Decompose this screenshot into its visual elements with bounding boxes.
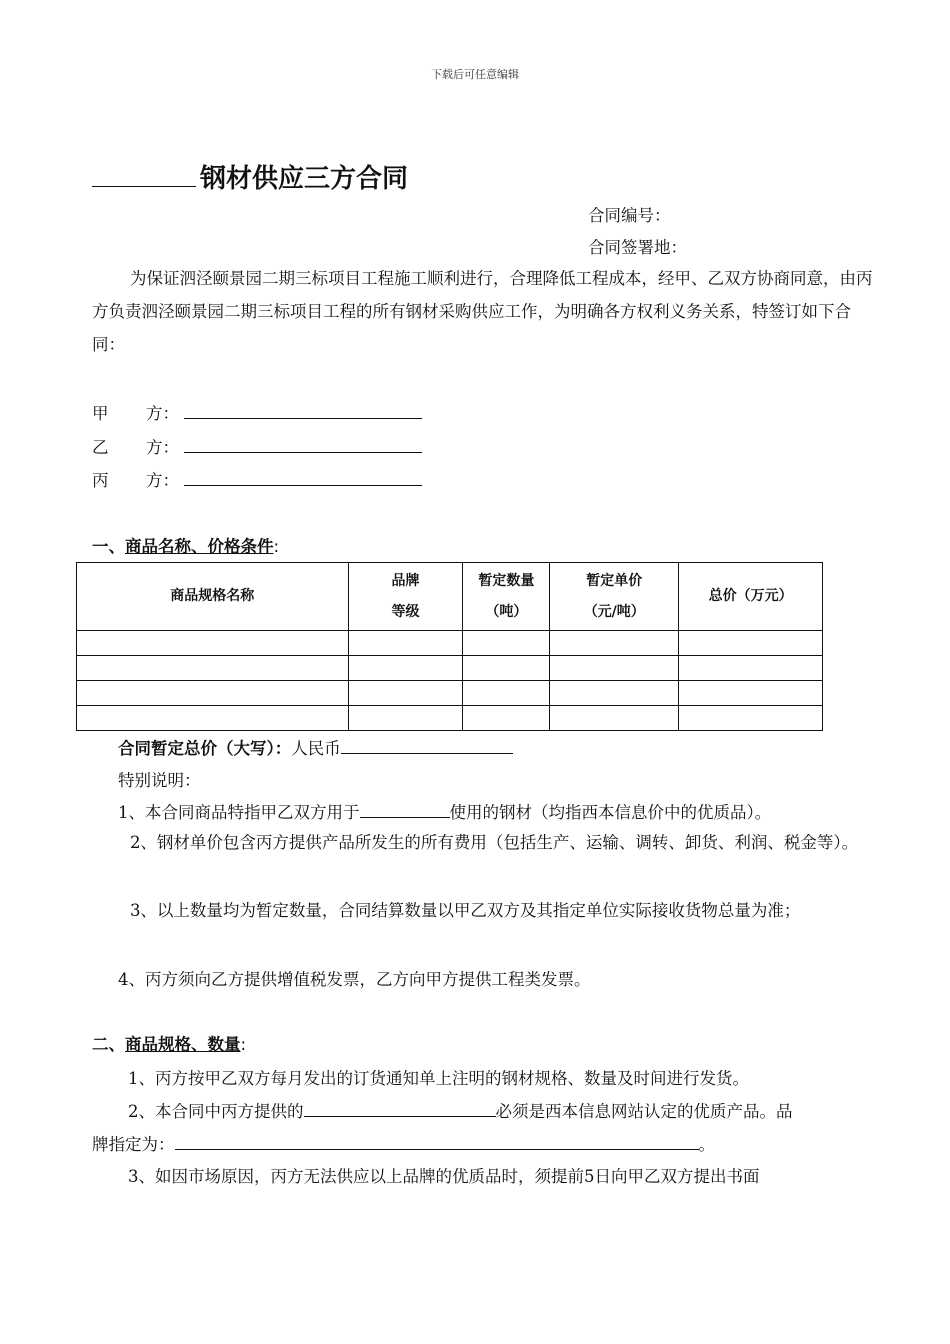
table-row [77, 656, 823, 681]
title-text: 钢材供应三方合同 [200, 164, 409, 194]
party-a-blank [184, 402, 422, 419]
table-row [77, 706, 823, 731]
section-2-item-3: 3、如因市场原因，丙方无法供应以上品牌的优质品时，须提前5日向甲乙双方提出书面 [128, 1167, 760, 1186]
header-spec-name: 商品规格名称 [77, 563, 349, 631]
section-1-title: 商品名称、价格条件 [125, 537, 274, 556]
section-2-prefix: 二、 [92, 1035, 125, 1054]
header-quantity: 暂定数量 （吨） [463, 563, 550, 631]
header-brand-grade: 品牌 等级 [348, 563, 463, 631]
party-b-suffix: 方： [146, 438, 179, 457]
brand-designation-row: 牌指定为： 。 [92, 1135, 715, 1154]
party-a-suffix: 方： [146, 404, 179, 423]
header-unit-price: 暂定单价 （元/吨） [550, 563, 679, 631]
party-b-row [92, 434, 422, 458]
brand-designation-blank [175, 1133, 699, 1150]
contract-place-label: 合同签署地： [588, 238, 687, 257]
header-note: 下载后可任意编辑 [431, 68, 519, 81]
special-item-1: 1、本合同商品特指甲乙双方用于 使用的钢材（均指西本信息价中的优质品）。 [118, 803, 772, 822]
party-c-char: 丙 [92, 471, 109, 490]
title-blank-line [92, 164, 196, 187]
section-2-item-1: 1、丙方按甲乙双方每月发出的订货通知单上注明的钢材规格、数量及时间进行发货。 [128, 1069, 749, 1088]
party-a-char: 甲 [92, 404, 109, 423]
contract-title [92, 158, 408, 195]
section-2-title: 商品规格、数量 [125, 1035, 241, 1054]
special-item-2: 2、钢材单价包含丙方提供产品所发生的所有费用（包括生产、运输、调转、卸货、利润、税金等）。 [129, 833, 859, 852]
section-2-item-2: 2、本合同中丙方提供的 必须是西本信息网站认定的优质产品。品 [128, 1102, 793, 1121]
intro-paragraph: 为保证泗泾颐景园二期三标项目工程施工顺利进行，合理降低工程成本，经甲、乙双方协商同意，由丙方负责泗泾颐景园二期三标项目工程的所有钢材采购供应工作，为明确各方权利义务关系，特签订如下合同： [92, 269, 873, 354]
total-price-blank [341, 737, 513, 754]
section-2-item-2-blank [304, 1100, 496, 1117]
goods-table [76, 562, 823, 731]
total-price-currency: 人民币 [291, 739, 341, 758]
table-row [77, 631, 823, 656]
section-2-suffix: : [240, 1035, 247, 1054]
special-item-3: 3、以上数量均为暂定数量，合同结算数量以甲乙双方及其指定单位实际接收货物总量为准； [129, 901, 801, 920]
total-price-row [118, 735, 513, 759]
section-2-heading [92, 1031, 246, 1055]
party-c-row [92, 467, 422, 491]
table-row [77, 681, 823, 706]
party-c-suffix: 方： [146, 471, 179, 490]
special-notes-label: 特别说明： [118, 771, 201, 790]
total-price-label: 合同暂定总价（大写）： [118, 739, 292, 758]
party-c-blank [184, 469, 422, 486]
section-1-heading [92, 533, 279, 557]
section-1-suffix: : [273, 537, 280, 556]
header-total-price: 总价（万元） [679, 563, 823, 631]
party-b-blank [184, 436, 422, 453]
party-a-row [92, 400, 422, 424]
special-item-4: 4、丙方须向乙方提供增值税发票，乙方向甲方提供工程类发票。 [118, 970, 591, 989]
party-b-char: 乙 [92, 438, 109, 457]
special-item-1-blank [360, 801, 450, 818]
contract-number-label: 合同编号： [588, 206, 671, 225]
goods-table-header-row [77, 563, 823, 631]
section-1-prefix: 一、 [92, 537, 125, 556]
